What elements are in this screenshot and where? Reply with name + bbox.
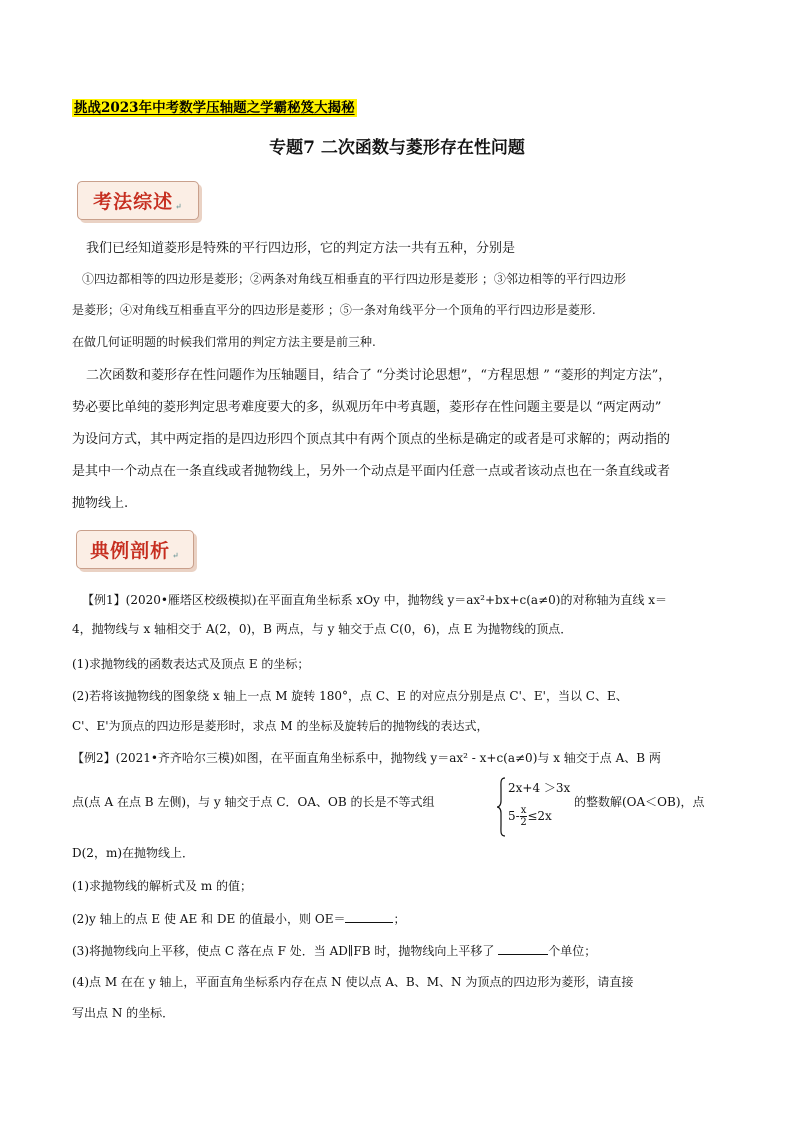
example2-question-1: (1)求抛物线的解析式及 m 的值； (72, 879, 253, 893)
example1-question-2a: (2)若将该抛物线的图象绕 x 轴上一点 M 旋转 180°，点 C、E 的对应点分别是点 C'、E'，当以 C、E、 (72, 689, 628, 703)
overview-paragraph-4e: 抛物线上. (72, 496, 129, 511)
example2-question-3-text: (3)将抛物线向上平移，使点 C 落在点 F 处．当 AD∥FB 时，抛物线向上平移了 (72, 944, 499, 958)
section-label-overview (77, 181, 199, 220)
overview-paragraph-2a: ①四边都相等的四边形是菱形；②两条对角线互相垂直的平行四边形是菱形 ；③邻边相等的平行四边形 (82, 272, 626, 286)
example2-question-2-end: ； (393, 912, 406, 926)
example2-stem-line3: D(2，m)在抛物线上． (72, 846, 194, 860)
inequality-2 (508, 805, 552, 828)
document-title: 专题7 二次函数与菱形存在性问题 (269, 138, 525, 158)
section-label-overview-text: 考法综述 (93, 191, 174, 213)
inequality-2-post: ≤2x (527, 809, 552, 823)
inequality-1: 2x+4 ＞3x (508, 781, 571, 795)
example2-question-3-end: 个单位； (548, 944, 597, 958)
example1-question-2b: C'、E'为顶点的四边形是菱形时，求点 M 的坐标及旋转后的抛物线的表达式， (72, 719, 489, 733)
example2-stem-line2-pre: 点(点 A 在点 B 左侧)，与 y 轴交于点 C．OA、OB 的长是不等式组 (72, 795, 435, 809)
inequality-system (496, 777, 576, 837)
example1-stem-line2: 4，抛物线与 x 轴相交于 A(2，0)，B 两点，与 y 轴交于点 C(0，6)，点 E 为抛物线的顶点． (72, 622, 573, 636)
paragraph-mark-icon: ↵ (175, 201, 183, 211)
overview-paragraph-4a: 二次函数和菱形存在性问题作为压轴题目，结合了 “分类讨论思想”，“方程思想 ” “菱形的判定方法”， (86, 368, 672, 383)
overview-paragraph-4c: 为设问方式，其中两定指的是四边形四个顶点其中有两个顶点的坐标是确定的或者是可求解的；两动指的 (72, 432, 671, 447)
overview-paragraph-1: 我们已经知道菱形是特殊的平行四边形，它的判定方法一共有五种，分别是 (86, 241, 516, 256)
overview-paragraph-4d: 是其中一个动点在一条直线或者抛物线上，另外一个动点是平面内任意一点或者该动点也在一条直线或者 (72, 464, 671, 479)
fraction-numerator: x (520, 805, 527, 816)
overview-paragraph-3: 在做几何证明题的时候我们常用的判定方法主要是前三种. (72, 335, 376, 349)
example2-question-2 (72, 907, 724, 931)
series-title: 挑战2023年中考数学压轴题之学霸秘笈大揭秘 (74, 100, 355, 116)
answer-blank-oe[interactable] (345, 908, 393, 923)
section-label-examples (76, 530, 194, 569)
example2-question-3 (72, 939, 724, 963)
example2-question-2-text: (2)y 轴上的点 E 使 AE 和 DE 的值最小，则 OE＝ (72, 912, 346, 926)
example2-question-4a: (4)点 M 在在 y 轴上，平面直角坐标系内存在点 N 使以点 A、B、M、N 为顶点的四边形为菱形，请直接 (72, 975, 634, 989)
example1-stem-line1: 【例1】(2020•雁塔区校级模拟)在平面直角坐标系 xOy 中，抛物线 y＝ax²+bx+c(a≠0)的对称轴为直线 x＝ (82, 593, 668, 607)
fraction-denominator: 2 (520, 817, 527, 828)
example2-stem-line1: 【例2】(2021•齐齐哈尔三模)如图，在平面直角坐标系中，抛物线 y＝ax² - x+c(a≠0)与 x 轴交于点 A、B 两 (72, 751, 661, 765)
overview-paragraph-2b: 是菱形；④对角线互相垂直平分的四边形是菱形 ；⑤一条对角线平分一个顶角的平行四边形是菱形. (72, 303, 596, 317)
overview-paragraph-4b: 势必要比单纯的菱形判定思考难度要大的多，纵观历年中考真题，菱形存在性问题主要是以 “两定两动” (72, 400, 662, 415)
inequality-2-pre: 5- (508, 809, 520, 823)
example2-question-4b: 写出点 N 的坐标． (72, 1006, 175, 1020)
left-brace-icon (496, 777, 506, 837)
paragraph-mark-icon: ↵ (172, 550, 180, 560)
section-label-examples-text: 典例剖析 (90, 540, 171, 562)
example2-stem-line2-post: 的整数解(OA＜OB)，点 (574, 795, 705, 809)
answer-blank-shift[interactable] (498, 940, 548, 955)
example1-question-1: (1)求抛物线的函数表达式及顶点 E 的坐标； (72, 657, 310, 671)
